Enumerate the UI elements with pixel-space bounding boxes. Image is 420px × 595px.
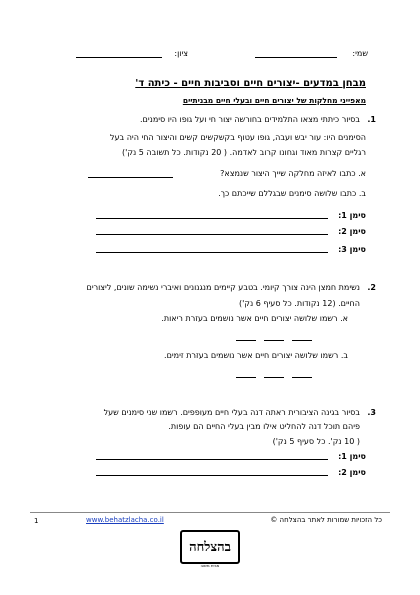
q2-b: ב. רשמו שלושה יצורים חיים אשר נושמים בעזרת זימים. xyxy=(164,351,348,360)
q2-line1: נשימת חמצן הינה צורך קיומי. בטבע קיימים מנגנונים ואיברי נשימה שונים, ליצורים xyxy=(86,283,360,292)
grade-line[interactable] xyxy=(76,57,162,58)
q1-a-answer-line[interactable] xyxy=(88,177,173,178)
q2-number: 2. xyxy=(367,283,376,292)
q1-b: ב. כתבו שלושה סימנים שבגללם שייכתם כך. xyxy=(218,189,366,198)
q2-b-blank-3[interactable] xyxy=(292,377,312,378)
page-title: מבחן במדעים -יצורים חיים וסביבות חיים - כיתה ד' xyxy=(135,78,366,89)
q1-sign-2-label: סימן 2: xyxy=(338,227,366,236)
q1-number: 1. xyxy=(367,115,376,124)
q3-sign-2-label: סימן 2: xyxy=(338,468,366,477)
q3-sign-1-line[interactable] xyxy=(96,459,328,460)
q2-a-blank-1[interactable] xyxy=(236,340,256,341)
q2-a: א. רשמו שלושה יצורים חיים אשר נושמים בעזרת ריאות. xyxy=(161,314,348,323)
q1-a: א. כתבו לאיזה מחלקה שייך היצור שנמצא? xyxy=(220,169,366,178)
footer-copyright: כל הזכויות שמורות לאתר בהצלחה © xyxy=(270,516,382,524)
q1-sign-1-line[interactable] xyxy=(96,218,328,219)
name-label: שמי: xyxy=(352,49,368,58)
q3-line1: בסיור בגינה הציבורית ראתה דנה בעלי חיים מעופפים. רשמו שני סימנים שעל xyxy=(103,408,360,417)
logo-caption: מבית משוב xyxy=(200,563,220,568)
q2-line2: החיים. (12 נקודות. כל סעיף 6 נק') xyxy=(238,299,360,308)
q2-b-blank-2[interactable] xyxy=(264,377,284,378)
q1-line2: הסימנים היו: עור יבש ועבה, גופו עטוף בקשקשים קשים והיצור החי היה בעל xyxy=(109,133,366,142)
page-number: 1 xyxy=(34,517,39,525)
q2-a-blank-2[interactable] xyxy=(264,340,284,341)
q3-number: 3. xyxy=(367,408,376,417)
name-field[interactable] xyxy=(352,48,368,59)
q1-line1: בסיור כיתתי מצאו התלמידים בחורשה יצור חי ועל גופו היו סימנים. xyxy=(139,115,360,124)
q3-sign-2-line[interactable] xyxy=(96,475,328,476)
footer-divider xyxy=(30,512,390,513)
q1-sign-3-label: סימן 3: xyxy=(338,245,366,254)
q1-sign-1-label: סימן 1: xyxy=(338,211,366,220)
grade-field[interactable] xyxy=(174,48,188,59)
section-subtitle: מאפייני מחלקות של יצורים חיים ובעלי חיים מבניתיים xyxy=(182,96,366,105)
q3-line3: ( 10 נק'. כל סעיף 5 נק') xyxy=(272,437,360,446)
name-line[interactable] xyxy=(255,57,337,58)
behatzlacha-logo: בהצלחה xyxy=(180,530,240,564)
footer-link[interactable]: www.behatzlacha.co.il xyxy=(86,516,164,524)
q1-sign-3-line[interactable] xyxy=(96,252,328,253)
q3-line2: פיהם תוכל דנה להחליט אילו מבין בעלי החיים הם עופות. xyxy=(168,422,360,431)
q1-sign-2-line[interactable] xyxy=(96,234,328,235)
grade-label: ציון: xyxy=(174,49,188,58)
q2-b-blank-1[interactable] xyxy=(236,377,256,378)
q1-line3: רגליים קצרות מאוד וגחונו קרוב לאדמה. ( 20 נקודות. כל תשובה 5 נק') xyxy=(122,148,366,157)
q3-sign-1-label: סימן 1: xyxy=(338,452,366,461)
q2-a-blank-3[interactable] xyxy=(292,340,312,341)
